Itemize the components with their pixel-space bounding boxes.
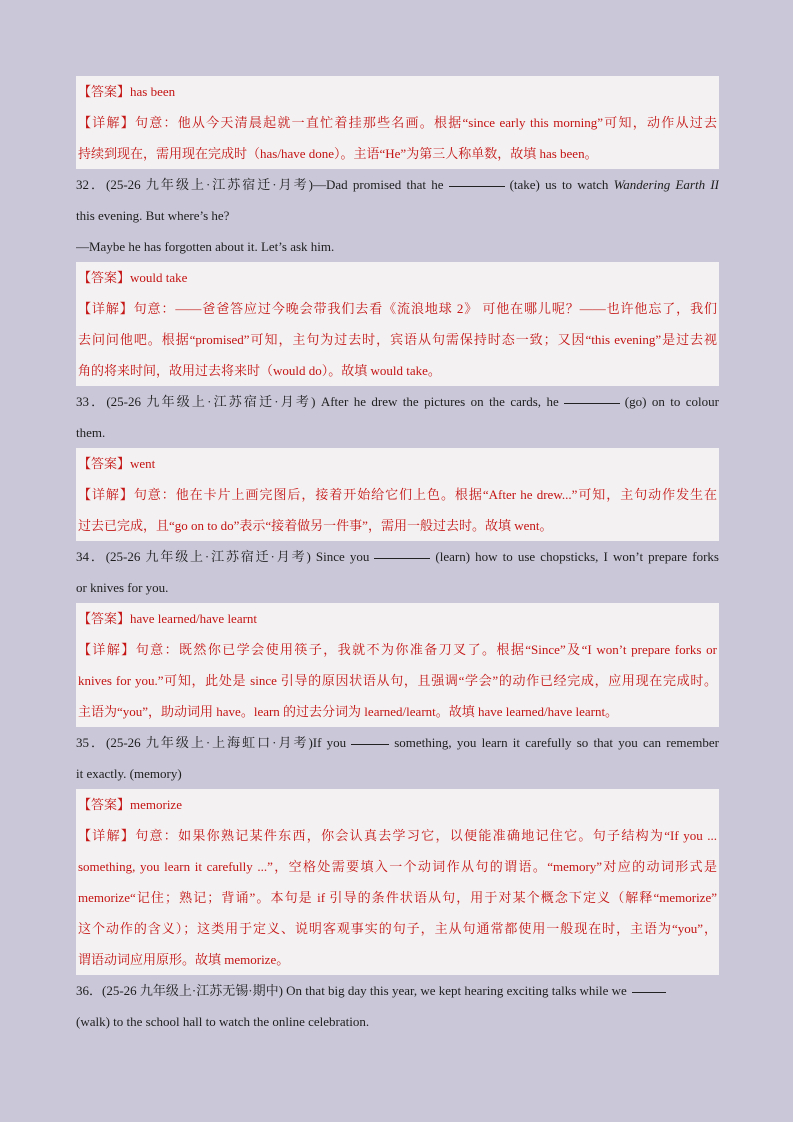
question-number: 32． [76, 177, 107, 192]
answer-blank[interactable] [564, 402, 620, 404]
detail-line: 谓语动词应用原形。故填 memorize。 [78, 952, 290, 967]
question-source: (25-26 九年级上·江苏宿迁·月考) [105, 549, 311, 564]
question-line: them. [76, 425, 106, 440]
question-source: (25-26 九年级上·江苏无锡·期中) [102, 983, 283, 998]
question-text: (learn) how to use chopsticks, I won’t prepare forks [435, 549, 719, 564]
question-text: (take) us to watch [509, 177, 609, 192]
question-number: 35． [76, 735, 106, 750]
answer-line: 【答案】has been [78, 84, 176, 99]
question-number: 34． [76, 549, 106, 564]
question-32 [76, 169, 719, 262]
question-line [76, 386, 719, 417]
question-line: this evening. But where’s he? [76, 208, 230, 223]
detail-line: something, you learn it carefully ...”，空格处需要填入一个动词作从句的谓语。“memory”对应的动词形式是 [78, 859, 717, 874]
answer-box [76, 789, 719, 975]
question-number: 33． [76, 394, 107, 409]
question-36 [76, 975, 719, 1037]
answer-box [76, 603, 719, 727]
answer-box [76, 262, 719, 386]
question-number: 36． [76, 983, 103, 998]
answer-box [76, 448, 719, 541]
answer-line: 【答案】have learned/have learnt [78, 611, 258, 626]
answer-box [76, 76, 719, 169]
answer-line: 【答案】memorize [78, 797, 182, 812]
question-line [76, 727, 719, 758]
question-line: it exactly. (memory) [76, 766, 182, 781]
detail-line: 【详解】句意：如果你熟记某件东西，你会认真去学习它，以便能准确地记住它。句子结构为“If you ... [78, 828, 717, 843]
answer-line: 【答案】would take [78, 270, 188, 285]
question-text: (go) on to colour [624, 394, 719, 409]
detail-line: knives for you.”可知，此处是 since 引导的原因状语从句，且强调“学会”的动作已经完成，应用现在完成时。 [78, 673, 717, 688]
question-34 [76, 541, 719, 603]
question-line [76, 975, 719, 1006]
question-source: (25-26 九年级上·上海虹口·月考) [105, 735, 313, 750]
detail-line: 过去已完成，且“go on to do”表示“接着做另一件事”，需用一般过去时。故填 went。 [78, 518, 553, 533]
detail-line: 【详解】句意：——爸爸答应过今晚会带我们去看《流浪地球 2》 可他在哪儿呢？——也许他忘了，我们 [78, 301, 717, 316]
detail-line: 角的将来时间，故用过去将来时（would do）。故填 would take。 [78, 363, 441, 378]
detail-line: 主语为“you”，助动词用 have。learn 的过去分词为 learned/learnt。故填 have learned/have learnt。 [78, 704, 619, 719]
question-text: —Dad promised that he [312, 177, 444, 192]
question-source: (25-26 九年级上·江苏宿迁·月考) [106, 394, 316, 409]
question-line: —Maybe he has forgotten about it. Let’s ask him. [76, 239, 335, 254]
detail-line: 去问问他吧。根据“promised”可知，主句为过去时，宾语从句需保持时态一致；又因“this evening”是过去视 [78, 332, 717, 347]
question-text: something, you learn it carefully so that you can remember [394, 735, 719, 750]
question-text: If you [312, 735, 347, 750]
question-33 [76, 386, 719, 448]
detail-line: 【详解】句意：既然你已学会使用筷子，我就不为你准备刀叉了。根据“Since”及“I won’t prepare forks or [78, 642, 717, 657]
question-line [76, 169, 719, 200]
detail-line: 【详解】句意：他从今天清晨起就一直忙着挂那些名画。根据“since early this morning”可知，动作从过去 [78, 115, 717, 130]
movie-title: Wandering Earth II [613, 177, 719, 192]
question-line: or knives for you. [76, 580, 169, 595]
question-line: (walk) to the school hall to watch the online celebration. [76, 1014, 370, 1029]
question-line [76, 541, 719, 572]
detail-line: 【详解】句意：他在卡片上画完图后，接着开始给它们上色。根据“After he drew...”可知，主句动作发生在 [78, 487, 717, 502]
question-35 [76, 727, 719, 789]
answer-blank[interactable] [449, 185, 505, 187]
detail-line: 这个动作的含义）；这类用于定义、说明客观事实的句子，主从句通常都使用一般现在时，主语为“you”， [78, 921, 717, 936]
answer-blank[interactable] [632, 991, 666, 993]
question-text: On that big day this year, we kept hearing exciting talks while we [286, 983, 627, 998]
question-text: After he drew the pictures on the cards, he [320, 394, 559, 409]
question-source: (25-26 九年级上·江苏宿迁·月考) [106, 177, 313, 192]
exercise-content [76, 76, 719, 1037]
answer-line: 【答案】went [78, 456, 156, 471]
answer-blank[interactable] [374, 557, 430, 559]
answer-blank[interactable] [351, 743, 389, 745]
detail-line: memorize“记住；熟记；背诵”。本句是 if 引导的条件状语从句，用于对某个概念下定义（解释“memorize” [78, 890, 717, 905]
question-text: Since you [315, 549, 370, 564]
detail-line: 持续到现在，需用现在完成时（has/have done）。主语“He”为第三人称单数，故填 has been。 [78, 146, 598, 161]
